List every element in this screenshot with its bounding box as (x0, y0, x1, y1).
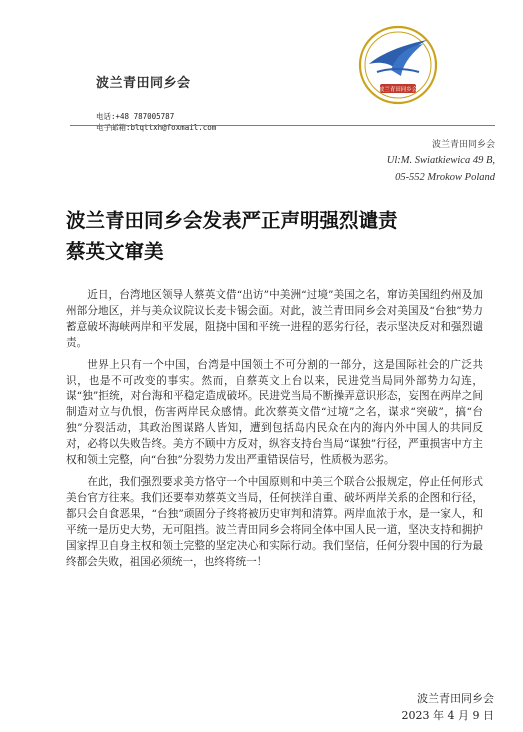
title-line-2: 蔡英文窜美 (66, 240, 164, 263)
logo-text: 波兰青田同乡会 (378, 87, 418, 93)
signature-date: 2023 年 4 月 9 日 (401, 709, 494, 722)
body-paragraph-2: 世界上只有一个中国，台湾是中国领土不可分割的一部分，这是国际社会的广泛共识，也是不可改变的事实。然而，自蔡英文上台以来，民进党当局同外部势力勾连，谋“独”拒统，对台海和平稳定造成破坏。民进党当局不断操弄意识形态，妄图在两岸之间制造对立与仇恨，伤害两岸民众感情。此次蔡英文借“过境”之名，谋求“突破”，搞“台独”分裂活动，其政治图谋路人皆知，遭到包括岛内民众在内的海内外中国人的共同反对，必将以失败告终。美方不顾中方反对，纵容支持台当局“谋独”行径，严重损害中方主权和领土完整，向“台独”分裂势力发出严重错误信号，性质极为恶劣。 (66, 358, 483, 467)
title-line-1: 波兰青田同乡会发表严正声明强烈谴责 (66, 209, 398, 232)
body-paragraph-1: 近日，台湾地区领导人蔡英文借“出访”中美洲“过境”美国之名，窜访美国纽约州及加州部分地区，并与美众议院议长麦卡锡会面。对此，波兰青田同乡会对美国及“台独”势力蓄意破坏海峡两岸和平发展，阻挠中国和平统一进程的恶劣行径，表示坚决反对和强烈谴责。 (66, 289, 483, 349)
address-street: Ul:M. Swiatkiewica 49 B, (386, 155, 495, 166)
body-paragraph-3: 在此，我们强烈要求美方恪守一个中国原则和中美三个联合公报规定，停止任何形式美台官方往来。我们还要奉劝蔡英文当局，任何挟洋自重、破坏两岸关系的企图和行径，都只会自食恶果，“台独”顽固分子终将被历史审判和清算。两岸血浓于水，是一家人，和平统一是历史大势，无可阻挡。波兰青田同乡会将同全体中国人民一道，坚决支持和拥护国家捍卫自身主权和领土完整的坚定决心和实际行动。我们坚信，任何分裂中国的行为最终都会失败，祖国必须统一，也终将统一！ (66, 475, 483, 568)
address-org-name: 波兰青田同乡会 (431, 140, 495, 150)
header-divider (70, 125, 495, 126)
letterhead (96, 72, 236, 133)
association-logo-icon (357, 24, 439, 106)
letterhead-org-name: 波兰青田同乡会 (96, 76, 191, 91)
address-block (387, 138, 495, 186)
statement-body (66, 288, 483, 576)
address-city: 05-552 Mrokow Poland (395, 172, 495, 183)
letterhead-phone: 电话:+48 787005787 (96, 112, 175, 121)
statement-title (66, 205, 486, 267)
letterhead-email: 电子邮箱:blqttxh@foxmail.com (96, 123, 217, 132)
signature-org: 波兰青田同乡会 (417, 692, 494, 705)
